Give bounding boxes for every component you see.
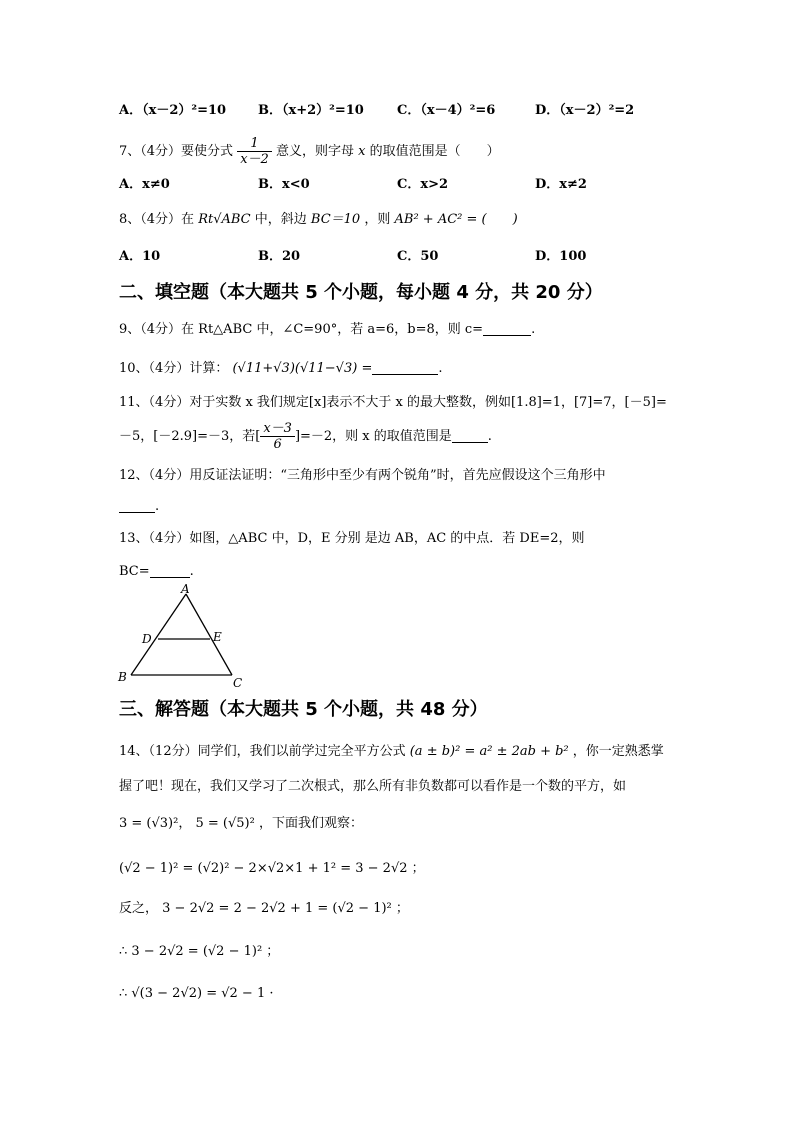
question-14-line-7: ∴ √(3 − 2√2) = √2 − 1 · <box>119 986 274 1001</box>
question-13-line-2 <box>119 562 194 582</box>
q10-prefix: 10、（4分）计算： <box>119 361 229 376</box>
q7-suffix2: 的取值范围是（ ） <box>369 144 500 159</box>
q6-option-b: B．（x+2）²=10 <box>258 103 364 118</box>
q13-end: . <box>189 564 194 579</box>
q6-option-d: D．（x－2）²=2 <box>535 103 635 118</box>
q11-frac-den: 6 <box>260 436 295 452</box>
q9-end: . <box>531 322 536 337</box>
q14-line1-suffix: ，你一定熟悉掌 <box>572 744 664 759</box>
q8-expr: AB² + AC² = ( ) <box>394 212 518 227</box>
q7-option-a: A．x≠0 <box>119 177 170 192</box>
q11-fraction <box>260 421 295 452</box>
section-2-title: 二、填空题（本大题共 5 个小题，每小题 4 分，共 20 分） <box>119 282 603 303</box>
q11-end: . <box>487 429 492 444</box>
q9-text: 9、（4分）在 Rt△ABC 中，∠C=90°，若 a=6，b=8，则 c= <box>119 322 484 337</box>
q7-option-c: C．x>2 <box>397 177 449 192</box>
question-14-line-2: 握了吧！现在，我们又学习了二次根式，那么所有非负数都可以看作是一个数的平方，如 <box>119 779 627 794</box>
q11-line2-suffix: ]=－2，则 x 的取值范围是 <box>294 429 452 444</box>
q13-bc: BC= <box>119 564 150 579</box>
q7-suffix: 意义，则字母 <box>275 144 354 159</box>
side-ac <box>186 594 232 675</box>
question-8 <box>119 210 518 230</box>
question-14-line-3 <box>119 812 363 836</box>
q8-mid: 中，斜边 <box>254 212 307 227</box>
q8-triangle: Rt√ABC <box>198 212 251 227</box>
q7-var: x <box>358 144 366 159</box>
q6-option-c: C．（x－4）²=6 <box>397 103 496 118</box>
q7-prefix: 7、（4分）要使分式 <box>119 144 234 159</box>
q8-option-a: A．10 <box>119 249 161 264</box>
q14-formula: (a ± b)² = a² ± 2ab + b² <box>409 744 569 759</box>
q13-blank <box>150 563 190 578</box>
label-b: B <box>118 670 127 684</box>
question-9 <box>119 320 535 340</box>
section-3-title: 三、解答题（本大题共 5 个小题，共 48 分） <box>119 699 488 720</box>
q8-option-c: C．50 <box>397 249 439 264</box>
question-12-line-1: 12、（4分）用反证法证明：“三角形中至少有两个锐角”时，首先应假设这个三角形中 <box>119 468 606 483</box>
question-11-line-2 <box>119 421 492 453</box>
q7-frac-num: 1 <box>250 136 259 151</box>
q12-blank <box>119 498 155 513</box>
question-11-line-1: 11、（4分）对于实数 x 我们规定[x]表示不大于 x 的最大整数，例如[1.8]=1，[7]=7，[－5]= <box>119 395 667 410</box>
q8-prefix: 8、（4分）在 <box>119 212 195 227</box>
question-14-line-4: (√2 − 1)² = (√2)² − 2×√2×1 + 1² = 3 − 2√2 ； <box>119 861 425 876</box>
label-a: A <box>181 582 190 596</box>
q8-option-d: D．100 <box>535 249 587 264</box>
q14-line1-prefix: 14、（12分）同学们，我们以前学过完全平方公式 <box>119 744 406 759</box>
question-14-line-5 <box>119 897 409 921</box>
triangle-figure <box>112 582 252 692</box>
q14-line5-prefix: 反之， <box>119 901 159 916</box>
q14-line3-b: 5 = (√5)² <box>195 816 255 831</box>
q8-after: ，则 <box>364 212 391 227</box>
question-14-line-6: ∴ 3 − 2√2 = (√2 − 1)² ； <box>119 944 280 959</box>
question-13-line-1: 13、（4分）如图，△ABC 中，D，E 分别 是边 AB，AC 的中点．若 DE=2，则 <box>119 531 585 546</box>
q7-option-d: D．x≠2 <box>535 177 587 192</box>
q11-line2-prefix: －5，[－2.9]=－3，若[ <box>119 429 261 444</box>
q10-blank <box>372 360 438 375</box>
q7-option-b: B．x<0 <box>258 177 310 192</box>
q14-line3-a: 3 = (√3)²， <box>119 816 192 831</box>
question-12-line-2 <box>119 497 159 517</box>
q10-end: . <box>438 361 443 376</box>
question-7 <box>119 136 500 167</box>
q7-fraction <box>237 136 272 167</box>
q6-option-a: A．（x－2）²=10 <box>119 103 227 118</box>
side-ab <box>131 594 186 675</box>
label-e: E <box>213 630 222 644</box>
label-c: C <box>233 676 243 690</box>
label-d: D <box>142 632 152 646</box>
q10-eq: = <box>361 361 373 376</box>
q11-blank <box>452 428 488 443</box>
q11-frac-num: x－3 <box>263 421 292 436</box>
q9-blank <box>483 321 531 336</box>
q7-frac-den: x－2 <box>237 151 272 167</box>
q12-end: . <box>155 499 160 514</box>
q14-line3-suffix: ，下面我们观察： <box>258 816 363 831</box>
question-10 <box>119 356 443 382</box>
q10-expr: (√11+√3)(√11−√3) <box>232 361 358 376</box>
q8-bc: BC＝10 <box>310 212 361 227</box>
q14-line5: 3 − 2√2 = 2 − 2√2 + 1 = (√2 − 1)² ； <box>162 901 409 916</box>
question-14-line-1 <box>119 740 664 764</box>
q8-option-b: B．20 <box>258 249 301 264</box>
